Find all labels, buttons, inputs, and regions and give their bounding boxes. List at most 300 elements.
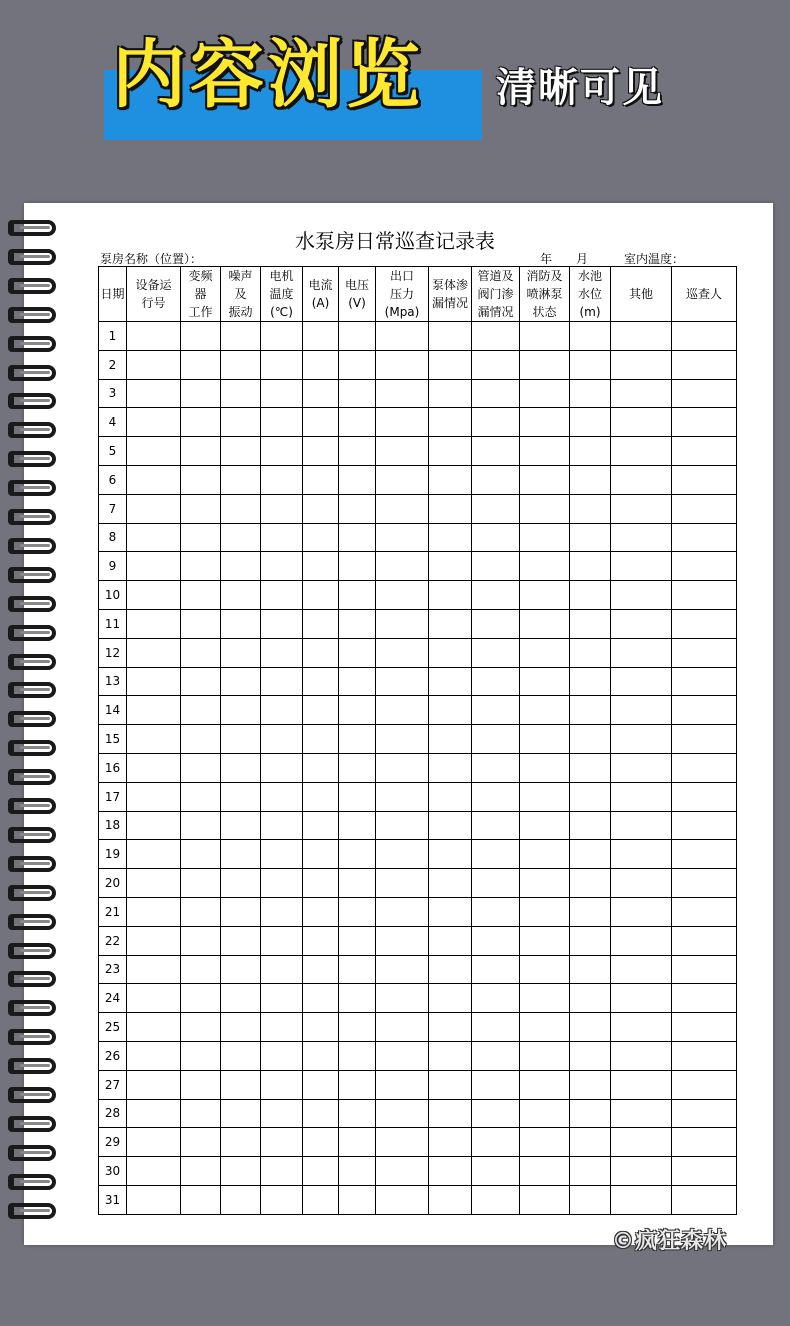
entry-cell[interactable] — [303, 1070, 339, 1099]
entry-cell[interactable] — [221, 696, 261, 725]
entry-cell[interactable] — [611, 379, 672, 408]
entry-cell[interactable] — [672, 1185, 737, 1214]
entry-cell[interactable] — [303, 1099, 339, 1128]
entry-cell[interactable] — [611, 1157, 672, 1186]
entry-cell[interactable] — [261, 494, 303, 523]
entry-cell[interactable] — [672, 1070, 737, 1099]
entry-cell[interactable] — [127, 494, 181, 523]
entry-cell[interactable] — [181, 696, 221, 725]
entry-cell[interactable] — [303, 926, 339, 955]
entry-cell[interactable] — [376, 609, 429, 638]
entry-cell[interactable] — [376, 581, 429, 610]
entry-cell[interactable] — [429, 1128, 472, 1157]
entry-cell[interactable] — [520, 1128, 570, 1157]
entry-cell[interactable] — [611, 811, 672, 840]
entry-cell[interactable] — [339, 494, 376, 523]
entry-cell[interactable] — [221, 379, 261, 408]
entry-cell[interactable] — [570, 494, 611, 523]
entry-cell[interactable] — [221, 322, 261, 351]
entry-cell[interactable] — [520, 638, 570, 667]
entry-cell[interactable] — [221, 523, 261, 552]
entry-cell[interactable] — [261, 322, 303, 351]
entry-cell[interactable] — [221, 869, 261, 898]
entry-cell[interactable] — [376, 465, 429, 494]
entry-cell[interactable] — [472, 897, 520, 926]
entry-cell[interactable] — [570, 782, 611, 811]
entry-cell[interactable] — [181, 667, 221, 696]
entry-cell[interactable] — [303, 897, 339, 926]
entry-cell[interactable] — [261, 696, 303, 725]
entry-cell[interactable] — [303, 1128, 339, 1157]
entry-cell[interactable] — [672, 725, 737, 754]
entry-cell[interactable] — [303, 350, 339, 379]
entry-cell[interactable] — [376, 523, 429, 552]
entry-cell[interactable] — [303, 869, 339, 898]
entry-cell[interactable] — [472, 1041, 520, 1070]
entry-cell[interactable] — [261, 437, 303, 466]
entry-cell[interactable] — [570, 1128, 611, 1157]
entry-cell[interactable] — [127, 840, 181, 869]
entry-cell[interactable] — [181, 1185, 221, 1214]
entry-cell[interactable] — [570, 322, 611, 351]
entry-cell[interactable] — [127, 1070, 181, 1099]
entry-cell[interactable] — [672, 840, 737, 869]
entry-cell[interactable] — [611, 638, 672, 667]
entry-cell[interactable] — [303, 696, 339, 725]
entry-cell[interactable] — [181, 408, 221, 437]
entry-cell[interactable] — [339, 609, 376, 638]
entry-cell[interactable] — [261, 581, 303, 610]
entry-cell[interactable] — [303, 408, 339, 437]
entry-cell[interactable] — [181, 494, 221, 523]
entry-cell[interactable] — [221, 897, 261, 926]
entry-cell[interactable] — [570, 1013, 611, 1042]
entry-cell[interactable] — [376, 408, 429, 437]
entry-cell[interactable] — [472, 523, 520, 552]
entry-cell[interactable] — [261, 926, 303, 955]
entry-cell[interactable] — [672, 811, 737, 840]
entry-cell[interactable] — [181, 955, 221, 984]
entry-cell[interactable] — [520, 379, 570, 408]
entry-cell[interactable] — [472, 753, 520, 782]
entry-cell[interactable] — [520, 322, 570, 351]
entry-cell[interactable] — [472, 1128, 520, 1157]
entry-cell[interactable] — [376, 897, 429, 926]
entry-cell[interactable] — [261, 408, 303, 437]
entry-cell[interactable] — [672, 897, 737, 926]
entry-cell[interactable] — [672, 955, 737, 984]
entry-cell[interactable] — [376, 1041, 429, 1070]
entry-cell[interactable] — [376, 437, 429, 466]
entry-cell[interactable] — [472, 1185, 520, 1214]
entry-cell[interactable] — [672, 1013, 737, 1042]
entry-cell[interactable] — [181, 725, 221, 754]
entry-cell[interactable] — [127, 1013, 181, 1042]
entry-cell[interactable] — [221, 494, 261, 523]
entry-cell[interactable] — [570, 984, 611, 1013]
entry-cell[interactable] — [520, 667, 570, 696]
entry-cell[interactable] — [376, 667, 429, 696]
entry-cell[interactable] — [520, 581, 570, 610]
entry-cell[interactable] — [339, 667, 376, 696]
entry-cell[interactable] — [261, 753, 303, 782]
entry-cell[interactable] — [520, 494, 570, 523]
entry-cell[interactable] — [376, 984, 429, 1013]
entry-cell[interactable] — [472, 869, 520, 898]
entry-cell[interactable] — [127, 725, 181, 754]
entry-cell[interactable] — [376, 379, 429, 408]
entry-cell[interactable] — [339, 1128, 376, 1157]
entry-cell[interactable] — [339, 379, 376, 408]
entry-cell[interactable] — [611, 1099, 672, 1128]
entry-cell[interactable] — [376, 753, 429, 782]
entry-cell[interactable] — [672, 552, 737, 581]
entry-cell[interactable] — [181, 840, 221, 869]
entry-cell[interactable] — [303, 552, 339, 581]
entry-cell[interactable] — [181, 552, 221, 581]
entry-cell[interactable] — [303, 581, 339, 610]
entry-cell[interactable] — [261, 552, 303, 581]
entry-cell[interactable] — [303, 667, 339, 696]
entry-cell[interactable] — [429, 1041, 472, 1070]
entry-cell[interactable] — [339, 897, 376, 926]
entry-cell[interactable] — [376, 1185, 429, 1214]
entry-cell[interactable] — [339, 753, 376, 782]
entry-cell[interactable] — [303, 984, 339, 1013]
entry-cell[interactable] — [611, 782, 672, 811]
entry-cell[interactable] — [181, 926, 221, 955]
entry-cell[interactable] — [672, 465, 737, 494]
entry-cell[interactable] — [339, 638, 376, 667]
entry-cell[interactable] — [429, 1070, 472, 1099]
entry-cell[interactable] — [376, 1128, 429, 1157]
entry-cell[interactable] — [472, 638, 520, 667]
entry-cell[interactable] — [472, 984, 520, 1013]
entry-cell[interactable] — [520, 552, 570, 581]
entry-cell[interactable] — [127, 1128, 181, 1157]
entry-cell[interactable] — [429, 1157, 472, 1186]
entry-cell[interactable] — [520, 696, 570, 725]
entry-cell[interactable] — [472, 465, 520, 494]
entry-cell[interactable] — [429, 408, 472, 437]
entry-cell[interactable] — [221, 350, 261, 379]
entry-cell[interactable] — [303, 782, 339, 811]
entry-cell[interactable] — [303, 494, 339, 523]
entry-cell[interactable] — [221, 1157, 261, 1186]
entry-cell[interactable] — [303, 609, 339, 638]
entry-cell[interactable] — [221, 1041, 261, 1070]
entry-cell[interactable] — [376, 955, 429, 984]
entry-cell[interactable] — [339, 465, 376, 494]
entry-cell[interactable] — [672, 408, 737, 437]
entry-cell[interactable] — [472, 1013, 520, 1042]
entry-cell[interactable] — [570, 523, 611, 552]
entry-cell[interactable] — [376, 1157, 429, 1186]
entry-cell[interactable] — [570, 1099, 611, 1128]
entry-cell[interactable] — [570, 753, 611, 782]
entry-cell[interactable] — [221, 465, 261, 494]
entry-cell[interactable] — [429, 437, 472, 466]
entry-cell[interactable] — [672, 322, 737, 351]
entry-cell[interactable] — [261, 609, 303, 638]
entry-cell[interactable] — [303, 523, 339, 552]
entry-cell[interactable] — [303, 322, 339, 351]
entry-cell[interactable] — [672, 581, 737, 610]
entry-cell[interactable] — [672, 379, 737, 408]
entry-cell[interactable] — [472, 667, 520, 696]
entry-cell[interactable] — [611, 465, 672, 494]
entry-cell[interactable] — [127, 322, 181, 351]
entry-cell[interactable] — [181, 782, 221, 811]
entry-cell[interactable] — [570, 1185, 611, 1214]
entry-cell[interactable] — [181, 379, 221, 408]
entry-cell[interactable] — [127, 350, 181, 379]
entry-cell[interactable] — [261, 379, 303, 408]
entry-cell[interactable] — [127, 408, 181, 437]
entry-cell[interactable] — [672, 437, 737, 466]
entry-cell[interactable] — [611, 1128, 672, 1157]
entry-cell[interactable] — [570, 350, 611, 379]
entry-cell[interactable] — [303, 379, 339, 408]
entry-cell[interactable] — [376, 811, 429, 840]
entry-cell[interactable] — [570, 1041, 611, 1070]
entry-cell[interactable] — [376, 638, 429, 667]
entry-cell[interactable] — [339, 1070, 376, 1099]
entry-cell[interactable] — [429, 897, 472, 926]
entry-cell[interactable] — [127, 811, 181, 840]
entry-cell[interactable] — [672, 638, 737, 667]
entry-cell[interactable] — [429, 581, 472, 610]
entry-cell[interactable] — [429, 494, 472, 523]
entry-cell[interactable] — [339, 696, 376, 725]
entry-cell[interactable] — [611, 725, 672, 754]
entry-cell[interactable] — [520, 782, 570, 811]
entry-cell[interactable] — [303, 840, 339, 869]
entry-cell[interactable] — [376, 840, 429, 869]
entry-cell[interactable] — [221, 840, 261, 869]
entry-cell[interactable] — [339, 437, 376, 466]
entry-cell[interactable] — [429, 350, 472, 379]
entry-cell[interactable] — [221, 782, 261, 811]
entry-cell[interactable] — [429, 696, 472, 725]
entry-cell[interactable] — [339, 408, 376, 437]
entry-cell[interactable] — [472, 696, 520, 725]
entry-cell[interactable] — [611, 696, 672, 725]
entry-cell[interactable] — [339, 782, 376, 811]
entry-cell[interactable] — [261, 1099, 303, 1128]
entry-cell[interactable] — [570, 465, 611, 494]
entry-cell[interactable] — [520, 1185, 570, 1214]
entry-cell[interactable] — [472, 379, 520, 408]
entry-cell[interactable] — [221, 926, 261, 955]
entry-cell[interactable] — [261, 523, 303, 552]
entry-cell[interactable] — [303, 437, 339, 466]
entry-cell[interactable] — [261, 811, 303, 840]
entry-cell[interactable] — [520, 984, 570, 1013]
entry-cell[interactable] — [181, 984, 221, 1013]
entry-cell[interactable] — [570, 725, 611, 754]
entry-cell[interactable] — [472, 609, 520, 638]
entry-cell[interactable] — [127, 1099, 181, 1128]
entry-cell[interactable] — [339, 350, 376, 379]
entry-cell[interactable] — [570, 437, 611, 466]
entry-cell[interactable] — [261, 869, 303, 898]
entry-cell[interactable] — [339, 581, 376, 610]
entry-cell[interactable] — [611, 581, 672, 610]
entry-cell[interactable] — [261, 1185, 303, 1214]
entry-cell[interactable] — [339, 552, 376, 581]
entry-cell[interactable] — [221, 955, 261, 984]
entry-cell[interactable] — [672, 1128, 737, 1157]
entry-cell[interactable] — [611, 523, 672, 552]
entry-cell[interactable] — [376, 1070, 429, 1099]
entry-cell[interactable] — [376, 696, 429, 725]
entry-cell[interactable] — [520, 465, 570, 494]
entry-cell[interactable] — [303, 1185, 339, 1214]
entry-cell[interactable] — [672, 1099, 737, 1128]
entry-cell[interactable] — [221, 408, 261, 437]
entry-cell[interactable] — [429, 322, 472, 351]
entry-cell[interactable] — [611, 869, 672, 898]
entry-cell[interactable] — [339, 725, 376, 754]
entry-cell[interactable] — [127, 379, 181, 408]
entry-cell[interactable] — [429, 552, 472, 581]
entry-cell[interactable] — [520, 1041, 570, 1070]
entry-cell[interactable] — [429, 1013, 472, 1042]
entry-cell[interactable] — [261, 638, 303, 667]
entry-cell[interactable] — [181, 897, 221, 926]
entry-cell[interactable] — [376, 782, 429, 811]
entry-cell[interactable] — [672, 984, 737, 1013]
entry-cell[interactable] — [261, 1157, 303, 1186]
entry-cell[interactable] — [611, 322, 672, 351]
entry-cell[interactable] — [520, 897, 570, 926]
entry-cell[interactable] — [376, 1099, 429, 1128]
entry-cell[interactable] — [221, 1128, 261, 1157]
entry-cell[interactable] — [570, 696, 611, 725]
entry-cell[interactable] — [181, 609, 221, 638]
entry-cell[interactable] — [570, 408, 611, 437]
entry-cell[interactable] — [181, 322, 221, 351]
entry-cell[interactable] — [339, 1013, 376, 1042]
entry-cell[interactable] — [339, 523, 376, 552]
entry-cell[interactable] — [570, 638, 611, 667]
entry-cell[interactable] — [221, 609, 261, 638]
entry-cell[interactable] — [429, 1099, 472, 1128]
entry-cell[interactable] — [672, 609, 737, 638]
entry-cell[interactable] — [472, 350, 520, 379]
entry-cell[interactable] — [303, 955, 339, 984]
entry-cell[interactable] — [303, 465, 339, 494]
entry-cell[interactable] — [672, 782, 737, 811]
entry-cell[interactable] — [339, 840, 376, 869]
entry-cell[interactable] — [376, 725, 429, 754]
entry-cell[interactable] — [611, 408, 672, 437]
entry-cell[interactable] — [261, 1013, 303, 1042]
entry-cell[interactable] — [261, 782, 303, 811]
entry-cell[interactable] — [339, 322, 376, 351]
entry-cell[interactable] — [429, 840, 472, 869]
entry-cell[interactable] — [520, 350, 570, 379]
entry-cell[interactable] — [127, 609, 181, 638]
entry-cell[interactable] — [303, 1041, 339, 1070]
entry-cell[interactable] — [520, 926, 570, 955]
entry-cell[interactable] — [520, 408, 570, 437]
entry-cell[interactable] — [611, 753, 672, 782]
entry-cell[interactable] — [221, 811, 261, 840]
entry-cell[interactable] — [127, 897, 181, 926]
entry-cell[interactable] — [303, 753, 339, 782]
entry-cell[interactable] — [221, 984, 261, 1013]
entry-cell[interactable] — [570, 581, 611, 610]
entry-cell[interactable] — [520, 1099, 570, 1128]
entry-cell[interactable] — [127, 926, 181, 955]
entry-cell[interactable] — [429, 667, 472, 696]
entry-cell[interactable] — [303, 811, 339, 840]
entry-cell[interactable] — [221, 753, 261, 782]
entry-cell[interactable] — [429, 379, 472, 408]
entry-cell[interactable] — [570, 811, 611, 840]
entry-cell[interactable] — [376, 322, 429, 351]
entry-cell[interactable] — [429, 725, 472, 754]
entry-cell[interactable] — [672, 523, 737, 552]
entry-cell[interactable] — [221, 725, 261, 754]
entry-cell[interactable] — [181, 638, 221, 667]
entry-cell[interactable] — [127, 638, 181, 667]
entry-cell[interactable] — [611, 350, 672, 379]
entry-cell[interactable] — [472, 494, 520, 523]
entry-cell[interactable] — [127, 552, 181, 581]
entry-cell[interactable] — [339, 1099, 376, 1128]
entry-cell[interactable] — [127, 523, 181, 552]
entry-cell[interactable] — [181, 350, 221, 379]
entry-cell[interactable] — [472, 552, 520, 581]
entry-cell[interactable] — [429, 753, 472, 782]
entry-cell[interactable] — [303, 638, 339, 667]
entry-cell[interactable] — [303, 1013, 339, 1042]
entry-cell[interactable] — [127, 667, 181, 696]
entry-cell[interactable] — [261, 1070, 303, 1099]
entry-cell[interactable] — [520, 1157, 570, 1186]
entry-cell[interactable] — [570, 926, 611, 955]
entry-cell[interactable] — [181, 465, 221, 494]
entry-cell[interactable] — [127, 753, 181, 782]
entry-cell[interactable] — [181, 811, 221, 840]
entry-cell[interactable] — [376, 350, 429, 379]
entry-cell[interactable] — [181, 1070, 221, 1099]
entry-cell[interactable] — [520, 523, 570, 552]
entry-cell[interactable] — [221, 1013, 261, 1042]
entry-cell[interactable] — [339, 1041, 376, 1070]
entry-cell[interactable] — [376, 1013, 429, 1042]
entry-cell[interactable] — [261, 984, 303, 1013]
entry-cell[interactable] — [611, 840, 672, 869]
entry-cell[interactable] — [472, 811, 520, 840]
entry-cell[interactable] — [520, 1070, 570, 1099]
entry-cell[interactable] — [261, 955, 303, 984]
entry-cell[interactable] — [181, 753, 221, 782]
entry-cell[interactable] — [181, 523, 221, 552]
entry-cell[interactable] — [472, 322, 520, 351]
entry-cell[interactable] — [429, 984, 472, 1013]
entry-cell[interactable] — [611, 926, 672, 955]
entry-cell[interactable] — [261, 465, 303, 494]
entry-cell[interactable] — [127, 1185, 181, 1214]
entry-cell[interactable] — [127, 984, 181, 1013]
entry-cell[interactable] — [339, 926, 376, 955]
entry-cell[interactable] — [611, 1185, 672, 1214]
entry-cell[interactable] — [339, 811, 376, 840]
